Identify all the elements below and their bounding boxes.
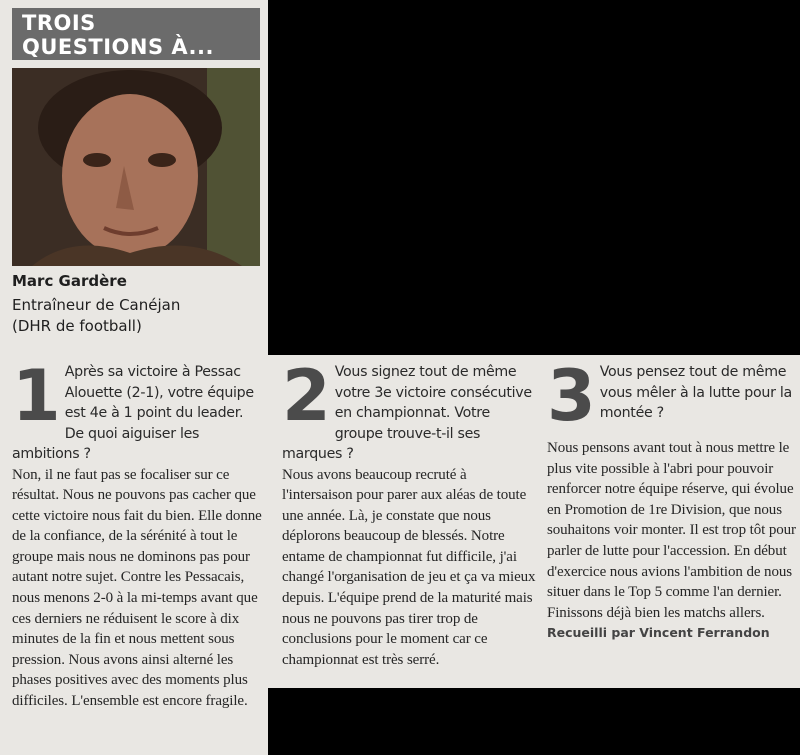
- answer-text-3: Nous pensons avant tout à nous mettre le plus vite possible à l'abri pour pouvoir renforcer notre équipe réserve, qui évolue en Promotion de 1re Division, que nous souhaitons voir monter. Il est trop tôt pour parler de lutte pour l'accession. En début d'exercice nous avions l'ambition de nous situer dans le Top 5 comme l'an dernier. Finissons déjà bien les matchs allers.: [547, 440, 796, 621]
- byline-credit: Recueilli par Vincent Ferrandon: [547, 625, 770, 641]
- question-text-3: Vous pensez tout de même vous mêler à la lutte pour la montée ?: [599, 364, 792, 421]
- question-text-1: Après sa victoire à Pessac Alouette (2-1), votre équipe est 4e à 1 point du leader. De quoi aiguiser les ambitions ?: [12, 364, 254, 462]
- interviewee-role: Entraîneur de Canéjan: [12, 296, 181, 314]
- question-block-2: [282, 355, 538, 670]
- question-number-3: 3: [547, 355, 596, 437]
- interviewee-league: (DHR de football): [12, 317, 142, 335]
- answer-text-1: Non, il ne faut pas se focaliser sur ce résultat. Nous ne pouvons pas cacher que cette victoire nous fait du bien. Elle donne de la confiance, de la sérénité à tout le groupe mais nous ne dominons pas pour autant notre sujet. Contre les Pessacais, nous menons 2-0 à la mi-temps avant que ces derniers ne réduisent le score à dix minutes de la fin et nous mettent sous pression. Nous avons ainsi alterné les phases positives avec des moments plus difficiles. L'ensemble est encore fragile.: [12, 466, 262, 710]
- question-block-3: [547, 355, 797, 641]
- question-number-1: 1: [12, 355, 61, 437]
- question-text-2: Vous signez tout de même votre 3e victoire consécutive en championnat. Votre groupe trouve-t-il ses marques ?: [282, 364, 532, 462]
- question-block-1: [12, 355, 262, 712]
- portrait-photo: [12, 68, 260, 266]
- section-kicker: [12, 8, 260, 60]
- answer-text-2: Nous avons beaucoup recruté à l'intersaison pour parer aux aléas de toute une année. Là, je constate que nous déplorons beaucoup de blessés. Notre entame de championnat fut difficile, j'ai changé l'organisation de jeu et ça va mieux depuis. L'équipe prend de la maturité mais nous ne pouvons pas tirer trop de conclusions pour le moment car ce championnat est très serré.: [282, 466, 536, 668]
- kicker-line-1: TROIS: [22, 11, 96, 35]
- portrait-illustration: [12, 68, 260, 266]
- kicker-line-2: QUESTIONS À...: [22, 35, 214, 59]
- question-number-2: 2: [282, 355, 331, 437]
- interviewee-name: Marc Gardère: [12, 272, 127, 290]
